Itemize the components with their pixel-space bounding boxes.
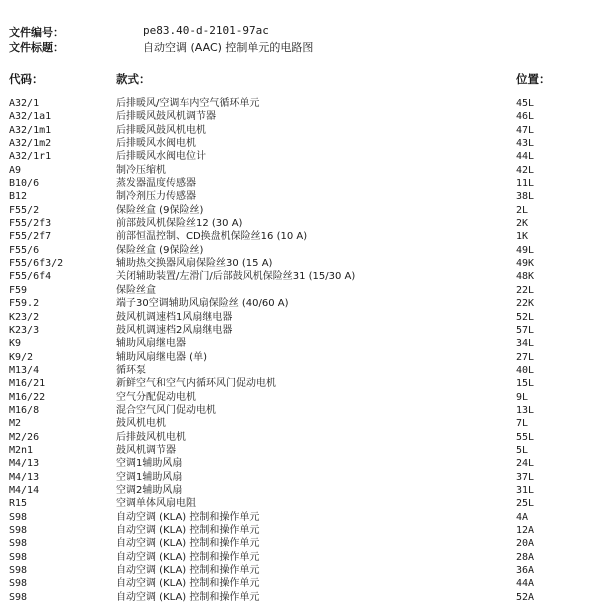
component-row: [0, 97, 603, 110]
component-code: A32/1m2: [9, 138, 52, 150]
component-row: [0, 564, 603, 577]
component-code: A32/1: [9, 98, 40, 109]
component-description: 后排暖风鼓风机调节器: [116, 111, 216, 123]
component-position: 49L: [516, 244, 535, 256]
component-row: [0, 457, 603, 470]
component-row: [0, 270, 603, 283]
component-description: 自动空调 (KLA) 控制和操作单元: [116, 591, 260, 603]
component-description: 新鲜空气和空气内循环风门促动电机: [116, 378, 276, 390]
component-position: 47L: [516, 124, 535, 136]
component-description: 自动空调 (KLA) 控制和操作单元: [116, 551, 260, 563]
component-code: K9/2: [9, 351, 34, 363]
component-code: K23/2: [9, 311, 40, 323]
document-title-label: 文件标题：: [9, 41, 64, 54]
component-code: K9: [9, 338, 22, 350]
component-position: 25L: [516, 498, 535, 510]
component-row: [0, 190, 603, 203]
component-description: 关闭辅助装置/左滑门/后部鼓风机保险丝31 (15/30 A): [116, 271, 356, 283]
component-code: A32/1r1: [9, 151, 52, 163]
component-row: [0, 524, 603, 537]
component-position: 42L: [516, 164, 535, 176]
component-position: 12A: [516, 525, 535, 536]
component-row: [0, 484, 603, 497]
component-position: 57L: [516, 324, 535, 336]
component-code: F55/2: [9, 204, 40, 216]
component-description: 前部恒温控制、CD换盘机保险丝16 (10 A): [116, 231, 308, 243]
component-code: A32/1a1: [9, 111, 52, 123]
component-row: [0, 431, 603, 444]
component-position: 27L: [516, 351, 535, 363]
component-description: 制冷剂压力传感器: [116, 191, 196, 203]
component-description: 端子30空调辅助风扇保险丝 (40/60 A): [116, 298, 289, 310]
component-code: B10/6: [9, 178, 40, 190]
component-position: 44A: [516, 578, 535, 590]
component-description: 鼓风机调节器: [116, 444, 176, 456]
component-row: [0, 311, 603, 324]
component-code: F55/2f7: [9, 231, 52, 243]
component-description: 自动空调 (KLA) 控制和操作单元: [116, 578, 260, 590]
component-position: 46L: [516, 111, 535, 123]
component-code: F59.2: [9, 298, 40, 310]
component-position: 11L: [516, 178, 535, 190]
component-row: [0, 537, 603, 550]
component-row: [0, 471, 603, 484]
component-code: M2n1: [9, 444, 34, 456]
column-header-description: 款式：: [116, 72, 151, 86]
component-code: M4/13: [9, 471, 40, 483]
component-position: 9L: [516, 391, 529, 403]
component-row: [0, 257, 603, 270]
component-row: [0, 497, 603, 510]
component-description: 保险丝盒 (9保险丝): [116, 204, 204, 216]
component-description: 辅助风扇继电器: [116, 338, 186, 350]
component-row: [0, 297, 603, 310]
column-header-position: 位置：: [516, 72, 551, 86]
component-row: [0, 164, 603, 177]
component-row: [0, 284, 603, 297]
component-description: 蒸发器温度传感器: [116, 178, 196, 190]
component-description: 空调单体风扇电阻: [116, 498, 196, 510]
component-position: 13L: [516, 404, 535, 416]
component-position: 31L: [516, 484, 535, 496]
component-code: S98: [9, 565, 28, 577]
component-code: M13/4: [9, 364, 40, 376]
component-code: M16/8: [9, 404, 40, 416]
component-position: 22L: [516, 284, 535, 296]
component-description: 混合空气风门促动电机: [116, 404, 216, 416]
component-row: [0, 404, 603, 417]
component-code: M16/21: [9, 378, 46, 390]
component-position: 52L: [516, 311, 535, 323]
component-code: K23/3: [9, 324, 40, 336]
component-description: 鼓风机调速档1风扇继电器: [116, 311, 233, 323]
component-row: [0, 417, 603, 430]
component-description: 后排暖风水阀电机: [116, 138, 196, 150]
component-row: [0, 351, 603, 364]
component-code: S98: [9, 538, 28, 550]
component-code: M4/13: [9, 458, 40, 470]
component-position: 40L: [516, 364, 535, 376]
component-position: 15L: [516, 378, 535, 390]
component-code: S98: [9, 525, 28, 536]
component-description: 后排暖风/空调车内空气循环单元: [116, 98, 260, 109]
component-row: [0, 244, 603, 257]
component-code: A9: [9, 164, 22, 176]
component-description: 前部鼓风机保险丝12 (30 A): [116, 218, 243, 230]
component-position: 7L: [516, 418, 529, 430]
component-description: 后排暖风鼓风机电机: [116, 124, 206, 136]
component-position: 37L: [516, 471, 535, 483]
component-code: B12: [9, 191, 28, 203]
component-row: [0, 377, 603, 390]
component-row: [0, 551, 603, 564]
component-position: 28A: [516, 551, 535, 563]
component-position: 43L: [516, 138, 535, 150]
component-description: 鼓风机调速档2风扇继电器: [116, 324, 233, 336]
component-position: 24L: [516, 458, 535, 470]
component-row: [0, 124, 603, 137]
component-row: [0, 444, 603, 457]
component-code: F55/6f3/2: [9, 258, 64, 270]
component-description: 空调1辅助风扇: [116, 471, 183, 483]
component-description: 后排鼓风机电机: [116, 431, 186, 443]
document-number-value: pe83.40-d-2101-97ac: [143, 24, 269, 37]
component-code: M4/14: [9, 484, 40, 496]
component-code: A32/1m1: [9, 124, 52, 136]
component-position: 36A: [516, 565, 535, 577]
document-title-value: 自动空调 (AAC) 控制单元的电路图: [143, 41, 314, 54]
component-position: 48K: [516, 271, 535, 283]
component-description: 自动空调 (KLA) 控制和操作单元: [116, 525, 260, 536]
component-row: [0, 591, 603, 604]
component-position: 20A: [516, 538, 535, 550]
component-position: 38L: [516, 191, 535, 203]
component-position: 49K: [516, 258, 535, 270]
component-code: F55/6f4: [9, 271, 52, 283]
component-row: [0, 230, 603, 243]
component-code: M2: [9, 418, 22, 430]
component-code: F59: [9, 284, 28, 296]
component-position: 5L: [516, 444, 529, 456]
component-position: 1K: [516, 231, 529, 243]
component-code: M2/26: [9, 431, 40, 443]
component-row: [0, 511, 603, 524]
component-description: 循环泵: [116, 364, 146, 376]
column-header-code: 代码：: [9, 72, 44, 86]
component-description: 制冷压缩机: [116, 164, 166, 176]
component-row: [0, 364, 603, 377]
component-description: 空气分配促动电机: [116, 391, 196, 403]
component-description: 后排暖风水阀电位计: [116, 151, 206, 163]
component-code: F55/6: [9, 244, 40, 256]
component-row: [0, 217, 603, 230]
component-description: 保险丝盒: [116, 284, 156, 296]
component-row: [0, 177, 603, 190]
component-row: [0, 137, 603, 150]
component-row: [0, 337, 603, 350]
component-position: 52A: [516, 591, 535, 603]
component-position: 2K: [516, 218, 529, 230]
component-description: 自动空调 (KLA) 控制和操作单元: [116, 538, 260, 550]
component-description: 自动空调 (KLA) 控制和操作单元: [116, 511, 260, 523]
component-description: 空调2辅助风扇: [116, 484, 183, 496]
component-position: 22K: [516, 298, 535, 310]
component-list: [0, 97, 603, 604]
component-description: 空调1辅助风扇: [116, 458, 183, 470]
component-position: 45L: [516, 98, 535, 109]
component-row: [0, 324, 603, 337]
component-row: [0, 391, 603, 404]
component-code: R15: [9, 498, 28, 510]
component-description: 鼓风机电机: [116, 418, 166, 430]
component-position: 4A: [516, 511, 529, 523]
component-row: [0, 110, 603, 123]
component-position: 44L: [516, 151, 535, 163]
component-row: [0, 577, 603, 590]
component-description: 自动空调 (KLA) 控制和操作单元: [116, 565, 260, 577]
component-position: 34L: [516, 338, 535, 350]
component-code: S98: [9, 511, 28, 523]
component-description: 保险丝盒 (9保险丝): [116, 244, 204, 256]
component-description: 辅助热交换器风扇保险丝30 (15 A): [116, 258, 273, 270]
component-code: S98: [9, 578, 28, 590]
component-position: 55L: [516, 431, 535, 443]
document-number-label: 文件编号：: [9, 26, 64, 39]
component-row: [0, 150, 603, 163]
component-description: 辅助风扇继电器 (单): [116, 351, 207, 363]
component-code: S98: [9, 551, 28, 563]
component-row: [0, 204, 603, 217]
component-position: 2L: [516, 204, 529, 216]
component-code: S98: [9, 591, 28, 603]
component-code: F55/2f3: [9, 218, 52, 230]
component-code: M16/22: [9, 391, 46, 403]
